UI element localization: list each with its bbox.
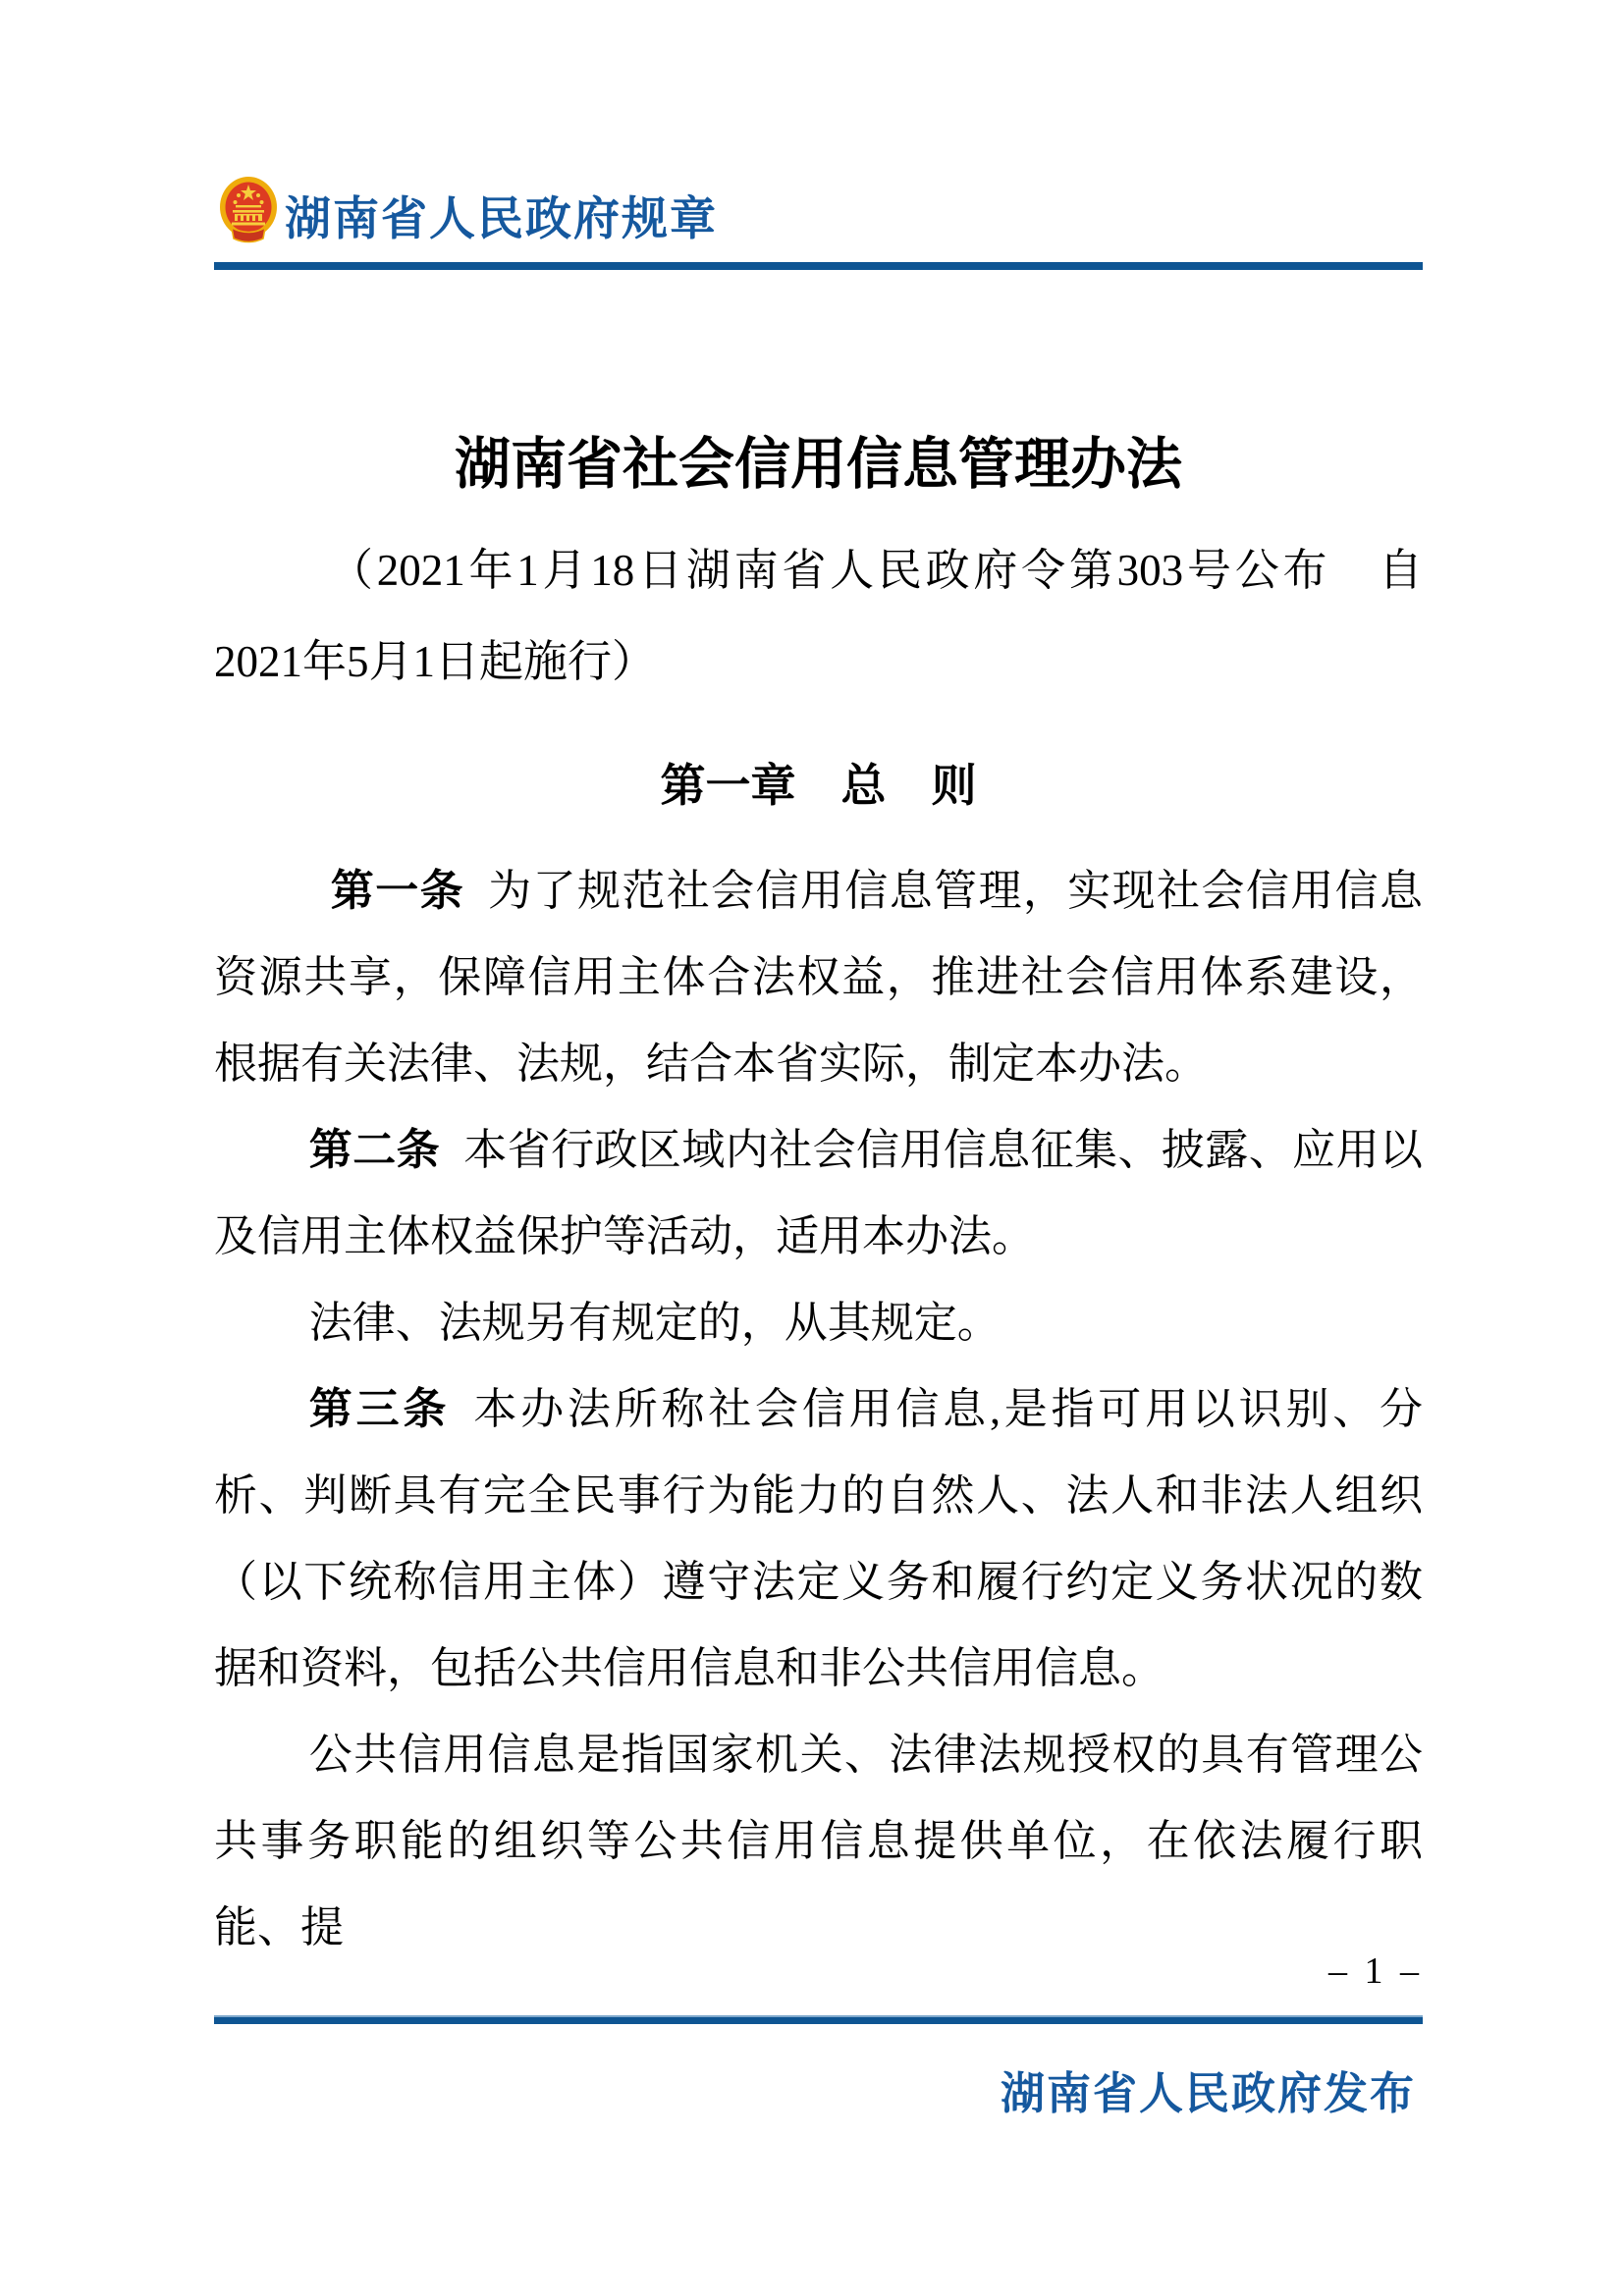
article-2-number: 第二条 (308, 1126, 441, 1175)
header-rule (214, 262, 1423, 270)
footer-rule (214, 2017, 1423, 2024)
promulgation-note: （2021年1月18日湖南省人民政府令第303号公布 自2021年5月1日起施行） (214, 546, 1423, 687)
document-title: 湖南省社会信用信息管理办法 (455, 434, 1182, 496)
china-national-emblem-icon (219, 177, 278, 243)
header-agency-title: 湖南省人民政府规章 (285, 194, 718, 245)
document-content (214, 430, 1423, 1971)
article-2-continuation-paragraph (214, 1280, 1423, 1366)
article-3-paragraph (214, 1366, 1423, 1712)
page-number: – 1 – (1328, 1950, 1423, 1992)
article-1-number: 第一条 (330, 867, 464, 916)
chapter-heading: 第一章 总 则 (660, 761, 977, 812)
article-2-text: 本省行政区域内社会信用信息征集、披露、应用以及信用主体权益保护等活动，适用本办法。 (214, 1126, 1424, 1261)
article-1-text: 为了规范社会信用信息管理，实现社会信用信息资源共享，保障信用主体合法权益，推进社会信用体系建设，根据有关法律、法规，结合本省实际，制定本办法。 (214, 867, 1424, 1089)
article-3-number: 第三条 (308, 1385, 451, 1434)
article-2-continuation-text: 法律、法规另有规定的，从其规定。 (308, 1299, 1001, 1348)
article-3-continuation-paragraph (214, 1712, 1423, 1971)
article-1-paragraph (214, 848, 1423, 1107)
footer-publisher: 湖南省人民政府发布 (1000, 2069, 1416, 2118)
article-3-text: 本办法所称社会信用信息,是指可用以识别、分析、判断具有完全民事行为能力的自然人、法人和非法人组织（以下统称信用主体）遵守法定义务和履行约定义务状况的数据和资料，包括公共信用信息和非公共信用信息。 (214, 1385, 1424, 1693)
article-2-paragraph (214, 1107, 1423, 1280)
article-3-continuation-text: 公共信用信息是指国家机关、法律法规授权的具有管理公共事务职能的组织等公共信用信息提供单位，在依法履行职能、提 (214, 1731, 1423, 1952)
